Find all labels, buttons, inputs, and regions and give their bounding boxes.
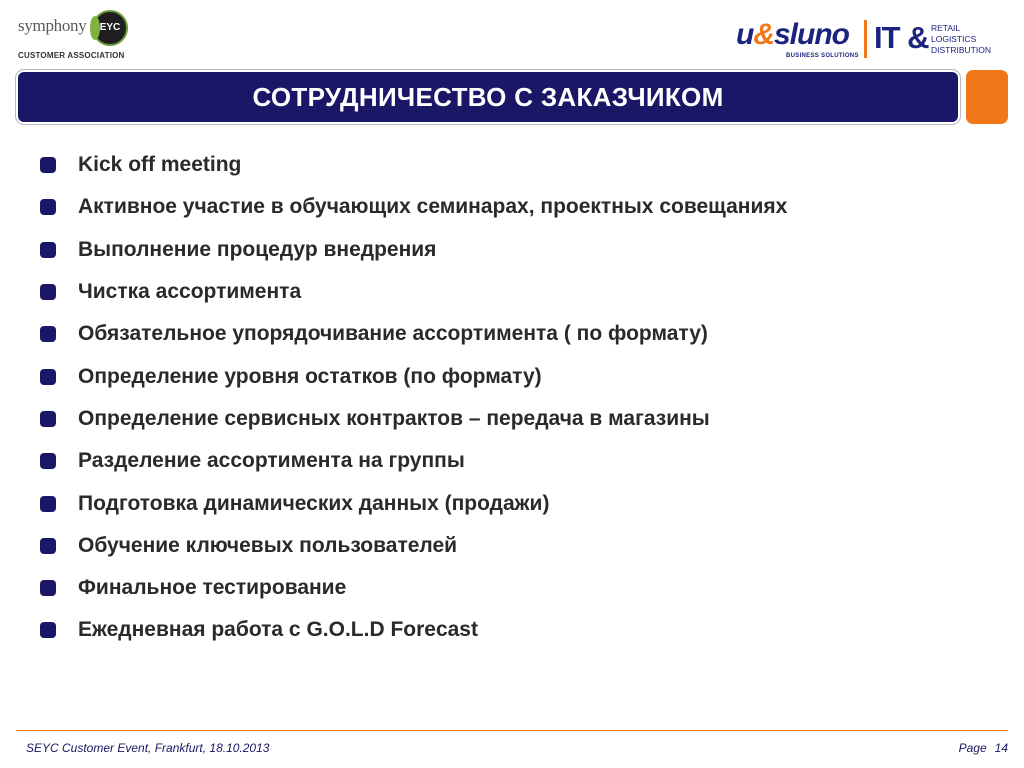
footer-divider: [16, 730, 1008, 731]
list-item: [36, 229, 787, 271]
brand-ampersand: &: [753, 18, 774, 51]
usluno-it-logo: [736, 16, 1016, 64]
list-item: [36, 186, 787, 228]
bullet-icon: [40, 284, 56, 300]
orange-accent-square: [966, 70, 1008, 124]
list-item-text: Ежедневная работа с G.O.L.D Forecast: [78, 618, 478, 642]
list-item-text: Подготовка динамических данных (продажи): [78, 491, 550, 515]
bullet-icon: [40, 242, 56, 258]
list-item-text: Kick off meeting: [78, 153, 242, 177]
list-item: [36, 567, 787, 609]
page-label: Page: [958, 741, 987, 755]
list-item: [36, 525, 787, 567]
list-item: [36, 313, 787, 355]
list-item-text: Определение уровня остатков (по формату): [78, 364, 542, 388]
list-item: [36, 440, 787, 482]
list-item-text: Финальное тестирование: [78, 576, 347, 600]
brand-rest: sluno: [774, 18, 849, 51]
bullet-icon: [40, 157, 56, 173]
list-item-text: Обучение ключевых пользователей: [78, 533, 458, 557]
tag-logistics: LOGISTICS: [931, 34, 977, 44]
logo-brand-text: symphony: [18, 16, 87, 35]
list-item: [36, 482, 787, 524]
tag-distribution: DISTRIBUTION: [931, 45, 991, 55]
page-indicator: [959, 741, 1008, 755]
tag-retail: RETAIL: [931, 23, 961, 33]
bullet-icon: [40, 326, 56, 342]
logo-subtitle: CUSTOMER ASSOCIATION: [18, 51, 125, 60]
list-item-text: Разделение ассортимента на группы: [78, 449, 465, 473]
symphony-eyc-logo: [18, 10, 130, 62]
bullet-icon: [40, 199, 56, 215]
bullet-icon: [40, 411, 56, 427]
slide-title: СОТРУДНИЧЕСТВО С ЗАКАЗЧИКОМ: [252, 81, 724, 112]
list-item: [36, 398, 787, 440]
list-item-text: Активное участие в обучающих семинарах, проектных совещаниях: [78, 195, 788, 219]
bullet-icon: [40, 369, 56, 385]
list-item-text: Обязательное упорядочивание ассортимента ( по формату): [78, 322, 708, 346]
list-item-text: Выполнение процедур внедрения: [78, 237, 437, 261]
bullet-icon: [40, 496, 56, 512]
brand-u: u: [736, 18, 754, 51]
title-banner: [16, 70, 960, 124]
bullet-icon: [40, 453, 56, 469]
logo-divider: [864, 20, 867, 58]
eyc-badge-icon: EYC: [92, 10, 128, 46]
bullet-icon: [40, 580, 56, 596]
bullet-icon: [40, 622, 56, 638]
page-number: 14: [994, 741, 1008, 755]
logo-tags: [931, 23, 991, 56]
list-item-text: Определение сервисных контрактов – передача в магазины: [78, 406, 710, 430]
bullet-icon: [40, 538, 56, 554]
list-item: [36, 355, 787, 397]
brand-subtitle: BUSINESS SOLUTIONS: [786, 53, 859, 59]
footer-event-text: SEYC Customer Event, Frankfurt, 18.10.2013: [26, 741, 270, 755]
list-item-text: Чистка ассортимента: [78, 280, 302, 304]
list-item: [36, 609, 787, 651]
it-label: IT &: [874, 20, 929, 55]
list-item: [36, 144, 787, 186]
bullet-list: [36, 144, 787, 652]
list-item: [36, 271, 787, 313]
usluno-brand: [736, 18, 849, 52]
